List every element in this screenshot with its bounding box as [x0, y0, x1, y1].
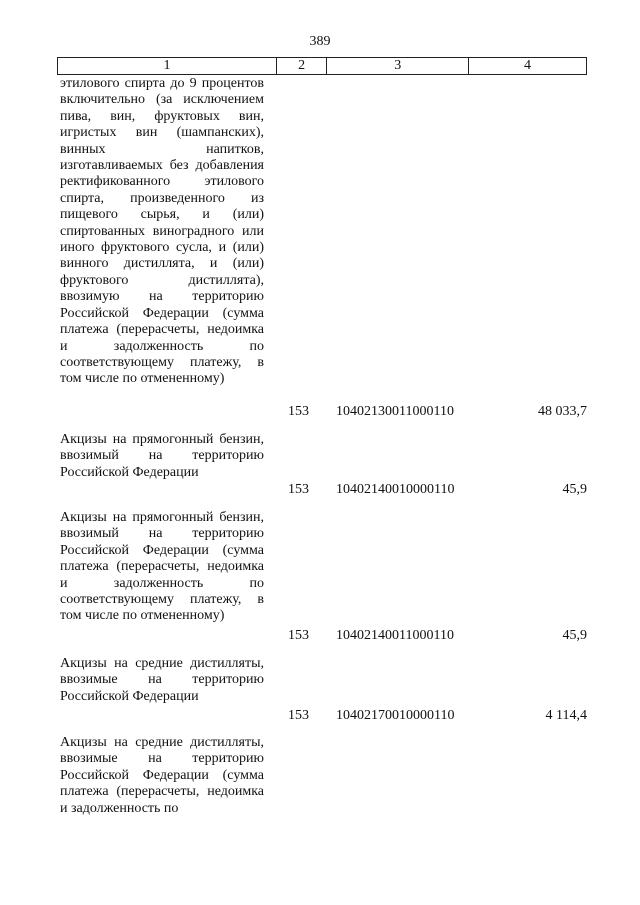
- row-description: этилового спирта до 9 процентов включительно (за исключением пива, вин, фруктовых вин, игристых вин (шампанских), винных напитков, изготавливаемых без добавления ректификованного этилового спирта, произведенного из пищевого сырья, и (или) спиртованных виноградного или иного фруктового сусла, и (или) винного дистиллята, и (или) фруктового дистиллята), ввозимую на территорию Российской Федерации (сумма платежа (перерасчеты, недоимка и задолженность по соответствующему платежу, в том числе по отмененному): [60, 76, 264, 387]
- header-col-4: 4: [469, 58, 587, 75]
- row-number: 153: [288, 708, 309, 723]
- table-row: [60, 76, 587, 419]
- row-number: 153: [288, 628, 309, 643]
- table-row: [60, 510, 587, 643]
- header-col-1: 1: [58, 58, 277, 75]
- row-code: 10402140010000110: [336, 482, 455, 497]
- row-code: 10402140011000110: [336, 628, 454, 643]
- header-col-2: 2: [276, 58, 327, 75]
- row-description: Акцизы на прямогонный бензин, ввозимый на территорию Российской Федерации (сумма платежа (перерасчеты, недоимка и задолженность по соответствующему платежу, в том числе по отмененному): [60, 510, 264, 624]
- row-number: 153: [288, 404, 309, 419]
- header-col-3: 3: [327, 58, 469, 75]
- row-code: 10402130011000110: [336, 404, 454, 419]
- table-row: [60, 735, 587, 817]
- table-row: [60, 656, 587, 723]
- row-description: Акцизы на средние дистилляты, ввозимые на территорию Российской Федерации: [60, 656, 264, 704]
- row-amount: 4 114,4: [545, 708, 587, 723]
- row-amount: 45,9: [562, 628, 587, 643]
- row-code: 10402170010000110: [336, 708, 455, 723]
- table-header: [57, 57, 587, 75]
- table-row: [60, 432, 587, 497]
- row-amount: 48 033,7: [538, 404, 587, 419]
- row-number: 153: [288, 482, 309, 497]
- row-amount: 45,9: [562, 482, 587, 497]
- row-description: Акцизы на средние дистилляты, ввозимые на территорию Российской Федерации (сумма платежа (перерасчеты, недоимка и задолженность по: [60, 735, 264, 816]
- row-description: Акцизы на прямогонный бензин, ввозимый на территорию Российской Федерации: [60, 432, 264, 480]
- page-number: 389: [309, 34, 331, 49]
